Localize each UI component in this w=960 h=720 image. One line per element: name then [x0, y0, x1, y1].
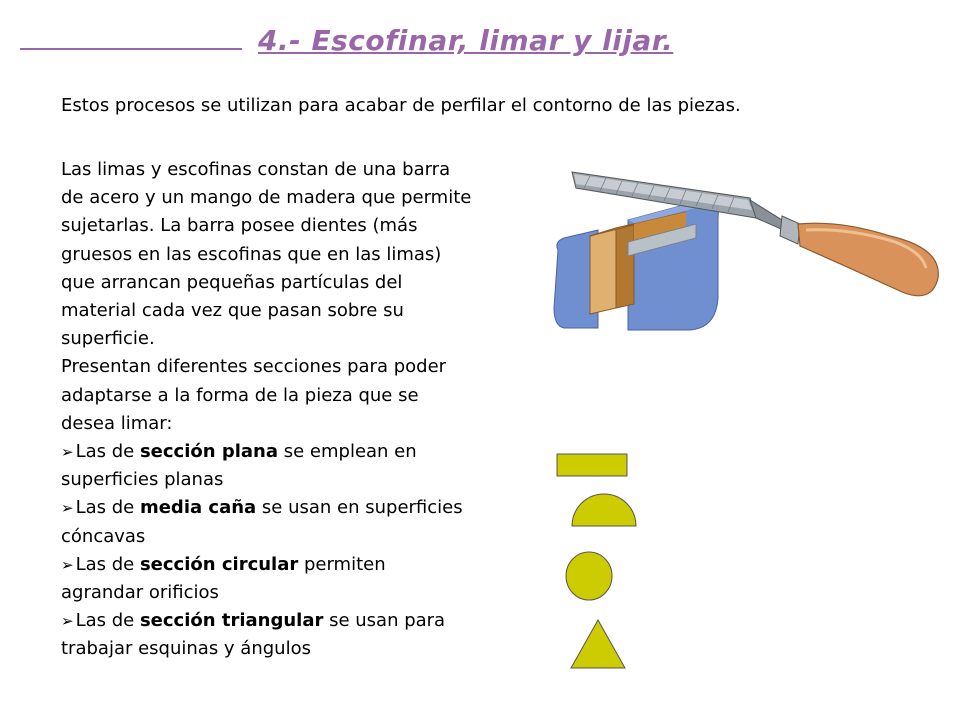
bullet-flat: ➢ Las de sección plana se emplean en superficies planas — [61, 441, 417, 491]
arrow-bullet-icon: ➢ — [61, 499, 74, 518]
bold-term: sección plana — [139, 441, 279, 463]
arrow-bullet-icon: ➢ — [61, 612, 74, 631]
bullet-half-round: ➢ Las de media caña se usan en superficies cóncavas — [61, 497, 463, 547]
arrow-bullet-icon: ➢ — [61, 443, 74, 462]
file-in-vise-illustration — [550, 158, 945, 342]
text-line: superficie. — [61, 328, 155, 350]
half-round-section-icon — [570, 492, 640, 528]
bold-term: media caña — [139, 497, 257, 519]
text-line: Presentan diferentes secciones para poder — [61, 356, 447, 378]
bullet-triangular: ➢ Las de sección triangular se usan para trabajar esquinas y ángulos — [61, 610, 446, 660]
flat-section-icon — [556, 453, 630, 479]
text-line: Las limas y escofinas constan de una barra — [61, 159, 451, 180]
bold-term: sección triangular — [139, 610, 324, 632]
bold-term: sección circular — [139, 553, 299, 575]
text-line: adaptarse a la forma de la pieza que se — [61, 384, 419, 406]
title-rule — [20, 48, 242, 50]
bullet-continuation: trabajar esquinas y ángulos — [61, 638, 311, 660]
bullet-continuation: agrandar orificios — [61, 582, 219, 604]
text-line: gruesos en las escofinas que en las limas) — [61, 243, 442, 265]
bullet-continuation: superficies planas — [61, 469, 224, 491]
text-line: de acero y un mango de madera que permite — [61, 187, 472, 209]
text-line: material cada vez que pasan sobre su — [61, 300, 404, 322]
triangular-section-icon — [568, 618, 628, 670]
intro-text: Estos procesos se utilizan para acabar de perfilar el contorno de las piezas. — [61, 95, 741, 116]
arrow-bullet-icon: ➢ — [61, 555, 74, 574]
paragraph-secciones — [61, 353, 561, 438]
main-text — [61, 156, 561, 664]
round-section-icon — [564, 551, 616, 603]
bullet-circular: ➢ Las de sección circular permiten agrandar orificios — [61, 553, 386, 604]
file-in-vise-icon — [550, 158, 945, 338]
page-title: 4.- Escofinar, limar y lijar. — [258, 24, 674, 57]
text-line: sujetarlas. La barra posee dientes (más — [61, 215, 418, 237]
text-line: desea limar: — [61, 412, 173, 434]
text-line: que arrancan pequeñas partículas del — [61, 271, 403, 293]
bullet-continuation: cóncavas — [61, 525, 146, 547]
paragraph-limas — [61, 156, 561, 353]
